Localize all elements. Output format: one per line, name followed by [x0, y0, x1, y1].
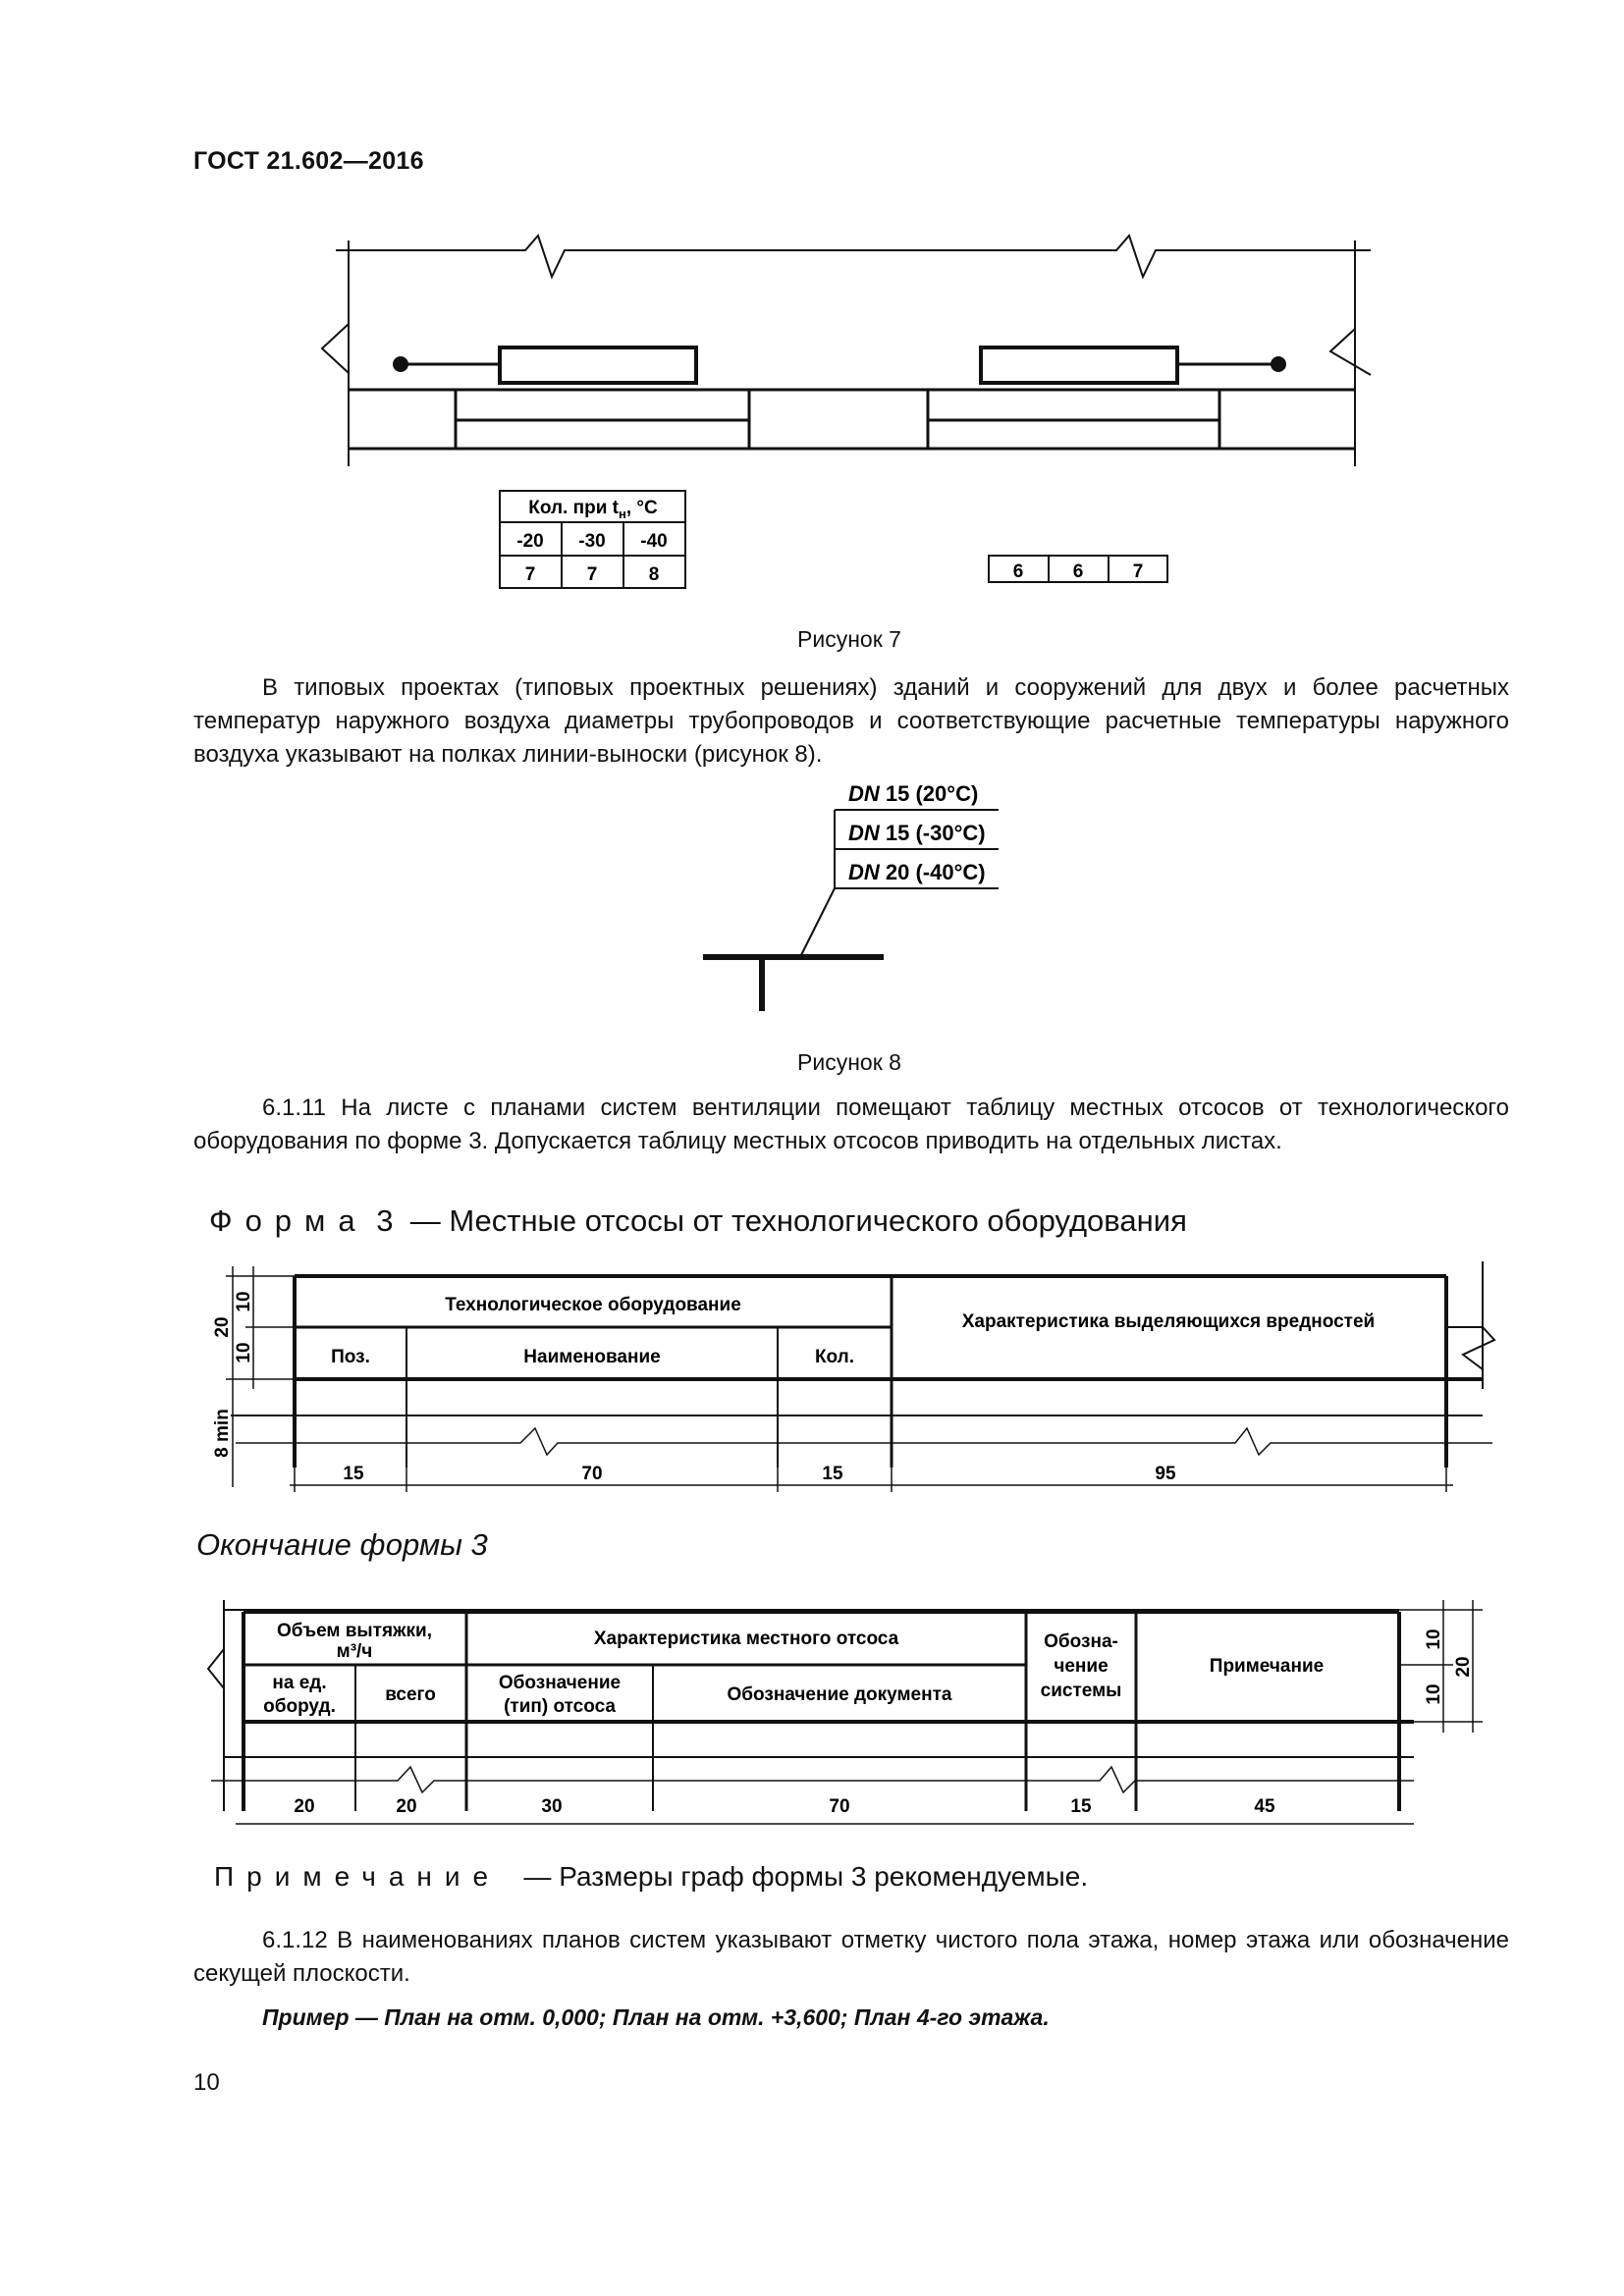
figure-8-drawing: [0, 766, 1624, 1021]
page-number: 10: [193, 2069, 220, 2096]
header-system: Обозна-: [1044, 1631, 1118, 1652]
row-min-height-label: 8 min: [212, 1409, 233, 1458]
header-local-char: Характеристика местного отсоса: [593, 1629, 899, 1649]
header-pos: Поз.: [331, 1347, 370, 1367]
header-total: всего: [385, 1684, 436, 1705]
document-standard-header: ГОСТ 21.602—2016: [193, 147, 424, 175]
header-height-label: 20: [212, 1316, 233, 1338]
column-width-label: 15: [822, 1464, 843, 1484]
count-cell: 6: [1012, 561, 1024, 582]
column-width-label: 70: [581, 1464, 603, 1484]
temp-cell: -30: [578, 531, 606, 552]
header-per-unit: на ед.: [272, 1673, 327, 1693]
column-width-label: 15: [1070, 1796, 1092, 1817]
temp-table-title: Кол. при $t_н$, °С: [528, 498, 658, 521]
header-qty: Кол.: [814, 1347, 855, 1367]
form-3-table: [0, 1247, 1624, 1502]
temp-cell: -20: [516, 531, 544, 552]
form-3-end-table: [0, 1590, 1624, 1836]
header-equipment: Технологическое оборудование: [445, 1295, 741, 1315]
paragraph-6-1-12: 6.1.12 В наименованиях планов систем указывают отметку чистого пола этажа, номер этажа или обозначение секущей плоскости.: [193, 1927, 1509, 1987]
header-per-unit-2: оборуд.: [263, 1696, 336, 1717]
column-width-label: 70: [829, 1796, 850, 1817]
header-characteristics: Характеристика выделяющихся вредностей: [961, 1311, 1376, 1332]
header-remarks: Примечание: [1209, 1656, 1325, 1677]
figure-7-drawing: [0, 0, 1624, 628]
header-volume-unit: м³/ч: [336, 1641, 373, 1662]
count-cell: 7: [1132, 561, 1144, 582]
count-cell: 7: [524, 564, 536, 585]
column-width-label: 15: [343, 1464, 364, 1484]
header-height-label: 20: [1453, 1656, 1474, 1678]
row-height-label: 10: [234, 1342, 254, 1363]
pipe-label-1: DN 15 (20°С): [848, 781, 979, 806]
header-name: Наименование: [523, 1347, 661, 1367]
temp-cell: -40: [640, 531, 668, 552]
column-width-label: 20: [396, 1796, 417, 1817]
header-volume: Объем вытяжки,: [276, 1621, 433, 1641]
count-cell: 7: [586, 564, 598, 585]
count-cell: 6: [1072, 561, 1084, 582]
paragraph-6-1-11: 6.1.11 На листе с планами систем вентиляции помещают таблицу местных отсосов от технологического оборудования по форме 3. Допускается таблицу местных отсосов приводить на отдельных листах.: [193, 1095, 1509, 1154]
pipe-node-left: [393, 356, 408, 372]
row-height-label: 10: [234, 1291, 254, 1312]
count-cell: 8: [648, 564, 660, 585]
form-3-title: Форма 3 — Местные отсосы от технологического оборудования: [209, 1203, 1187, 1238]
pipe-label-3: DN 20 (-40°С): [848, 860, 986, 884]
column-width-label: 45: [1254, 1796, 1275, 1817]
header-system-2: чение: [1054, 1656, 1109, 1677]
row-height-label: 10: [1424, 1629, 1444, 1650]
column-width-label: 20: [294, 1796, 315, 1817]
column-width-label: 95: [1155, 1464, 1176, 1484]
row-height-label: 10: [1424, 1683, 1444, 1705]
paragraph-figure-8-intro: В типовых проектах (типовых проектных решениях) зданий и сооружений для двух и более расчетных температур наружного воздуха диаметры трубопроводов и соответствующие расчетные температуры наружного воздуха указывают на полках линии-выноски (рисунок 8).: [193, 674, 1509, 768]
pipe-label-2: DN 15 (-30°С): [848, 821, 986, 845]
figure-8-caption: Рисунок 8: [797, 1049, 901, 1075]
header-designation: Обозначение: [498, 1673, 622, 1693]
form-3-end-title: Окончание формы 3: [196, 1527, 488, 1562]
pipe-node-right: [1271, 356, 1286, 372]
header-system-3: системы: [1040, 1681, 1122, 1701]
header-designation-2: (тип) отсоса: [504, 1696, 616, 1717]
column-width-label: 30: [541, 1796, 563, 1817]
header-doc: Обозначение документа: [727, 1684, 952, 1705]
example-text: Пример — План на отм. 0,000; План на отм. +3,600; План 4-го этажа.: [262, 2004, 1050, 2030]
figure-7-caption: Рисунок 7: [797, 626, 901, 652]
note: Примечание — Размеры граф формы 3 рекомендуемые.: [214, 1861, 1089, 1892]
